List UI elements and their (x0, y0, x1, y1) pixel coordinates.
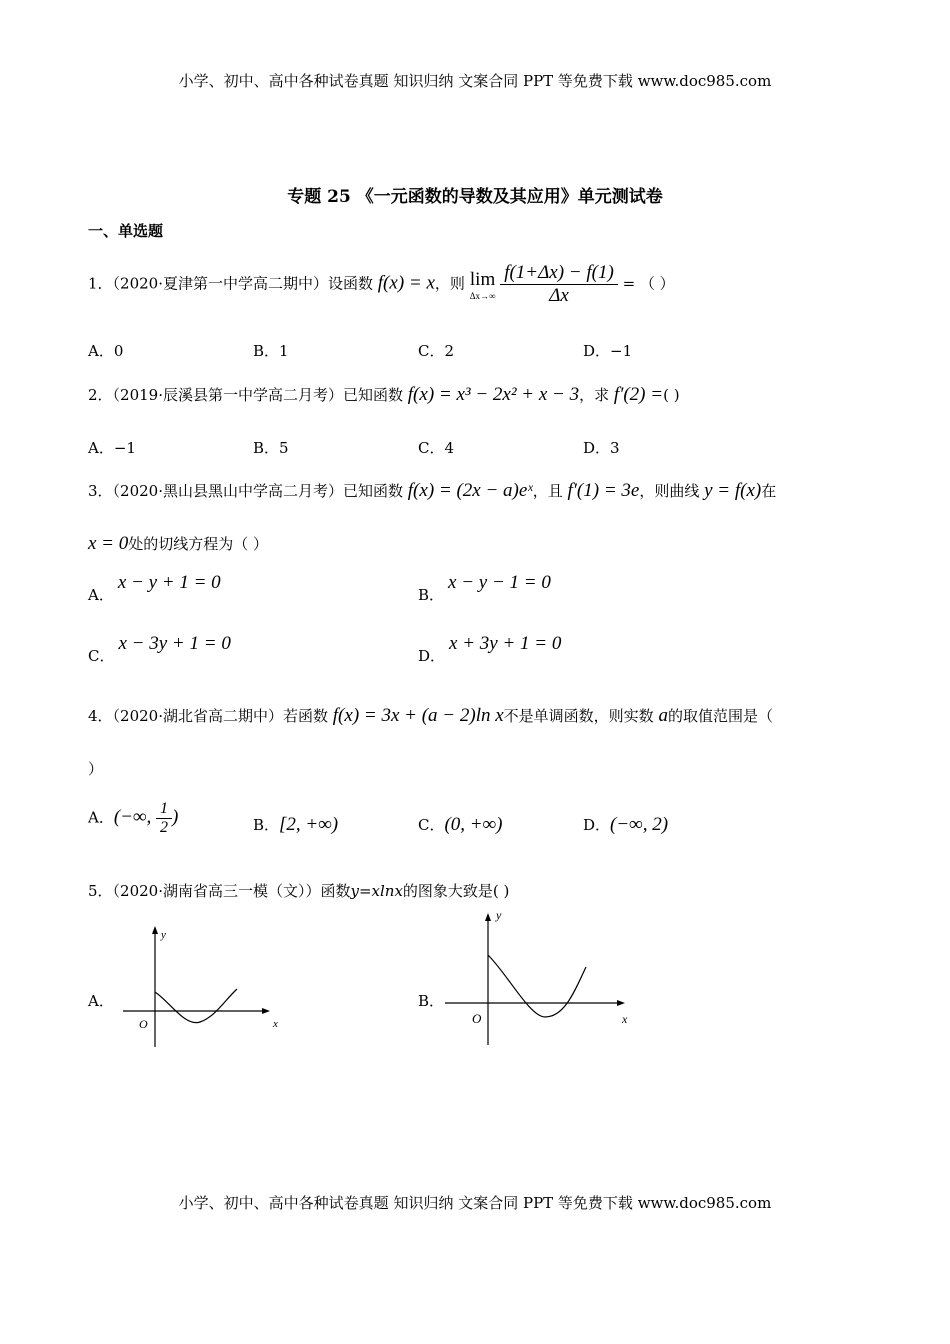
q1-lim-sub: Δx→∞ (469, 290, 496, 301)
q1-option-b: B．1 (253, 342, 289, 360)
question-3 (88, 480, 776, 502)
q5-graph-b (440, 905, 640, 1055)
q4-option-d: D．(−∞, 2) (583, 814, 669, 835)
q3-source: （2020·黑山县黑山中学高二月考）已知函数 (112, 482, 403, 500)
q5-option-a-label: A． (88, 992, 114, 1010)
q1-denominator: Δx (549, 285, 569, 306)
q2-mid: ，求 (579, 386, 610, 404)
q1-function: f(x) = x (377, 272, 435, 294)
q3-condition: f′(1) = 3e (567, 480, 640, 501)
q4-mid: 不是单调函数，则实数 (503, 707, 654, 725)
q4-option-b: B．[2, +∞) (253, 814, 339, 835)
q3-line2-text: 处的切线方程为（ ） (128, 535, 269, 553)
q2-source: （2019·辰溪县第一中学高二月考）已知函数 (112, 386, 403, 404)
q1-source: （2020·夏津第一中学高二期中）设函数 (112, 274, 373, 293)
q1-fraction (500, 262, 618, 307)
q2-derivative: f′(2) = (613, 384, 664, 405)
question-5 (88, 880, 509, 901)
graph-b-y-label: y (496, 908, 502, 922)
q1-option-a: A．0 (88, 342, 124, 360)
document-title: 专题 25 《一元函数的导数及其应用》单元测试卷 (287, 187, 663, 207)
q3-option-d: D．x + 3y + 1 = 0 (418, 633, 562, 665)
q3-option-a: A．x − y + 1 = 0 (88, 572, 221, 604)
q5-source: （2020·湖南省高三一模（文））函数 (112, 882, 351, 900)
question-2 (88, 384, 680, 406)
q1-lim-word: lim (469, 268, 496, 290)
graph-b-curve (488, 955, 586, 1017)
q1-number: 1． (88, 274, 113, 293)
q2-tail: ( ) (663, 386, 680, 404)
q2-option-d: D．3 (583, 439, 620, 457)
q3-line2-math: x = 0 (88, 533, 129, 554)
section-heading: 一、单选题 (88, 222, 164, 240)
q5-tail: 的图象大致是( ) (402, 882, 510, 900)
q3-mid2: ，则曲线 (639, 482, 700, 500)
q1-tail: = （ ） (622, 274, 675, 293)
question-4 (88, 705, 773, 727)
q4-function: f(x) = 3x + (a − 2)ln x (332, 705, 504, 726)
graph-b-x-arrow (617, 1000, 625, 1006)
q4-source: （2020·湖北省高二期中）若函数 (112, 707, 328, 725)
question-3-line-2 (88, 533, 268, 555)
q2-option-a: A．−1 (88, 439, 136, 457)
q3-curve: y = f(x) (704, 480, 762, 501)
q1-numerator: f(1+Δx) − f(1) (500, 262, 618, 285)
q1-option-d: D．−1 (583, 342, 633, 360)
graph-a-curve (155, 989, 237, 1023)
graph-a-x-arrow (262, 1008, 270, 1014)
q3-function: f(x) = (2x − a)eˣ (407, 480, 533, 501)
q2-function: f(x) = x³ − 2x² + x − 3 (407, 384, 580, 405)
q4-tail: 的取值范围是（ (667, 707, 773, 725)
q3-tail1: 在 (761, 482, 777, 500)
graph-b-x-label: x (622, 1012, 628, 1026)
q4-number: 4． (88, 707, 113, 725)
graph-a-y-label: y (161, 929, 166, 941)
graph-a-x-label: x (273, 1018, 278, 1030)
graph-a-y-arrow (152, 926, 158, 934)
graph-b-y-arrow (485, 913, 491, 921)
question-1 (88, 262, 675, 307)
page-header: 小学、初中、高中各种试卷真题 知识归纳 文案合同 PPT 等免费下载 www.doc985.com (178, 72, 772, 90)
q4-option-a: A．(−∞, $\frac{1}{2}$ ) (88, 800, 179, 836)
q3-option-b: B．x − y − 1 = 0 (418, 572, 551, 604)
q5-function: y=xlnx (350, 882, 403, 900)
q1-mid: ，则 (434, 274, 465, 293)
q4-option-c: C．(0, +∞) (418, 814, 503, 835)
q3-option-c: C．x − 3y + 1 = 0 (88, 633, 231, 665)
q2-option-c: C．4 (418, 439, 455, 457)
q1-limit (470, 269, 496, 301)
q1-option-c: C．2 (418, 342, 455, 360)
q4-line-2: ） (88, 760, 104, 778)
graph-a-origin: O (139, 1017, 148, 1031)
q5-number: 5． (88, 882, 113, 900)
q2-number: 2． (88, 386, 113, 404)
q5-graph-a (115, 922, 290, 1052)
q3-mid1: ，且 (532, 482, 563, 500)
graph-b-origin: O (472, 1011, 482, 1026)
q4-variable: a (658, 705, 668, 726)
page-footer: 小学、初中、高中各种试卷真题 知识归纳 文案合同 PPT 等免费下载 www.doc985.com (178, 1194, 772, 1212)
q2-option-b: B．5 (253, 439, 289, 457)
q3-number: 3． (88, 482, 113, 500)
q5-option-b-label: B． (418, 992, 445, 1010)
